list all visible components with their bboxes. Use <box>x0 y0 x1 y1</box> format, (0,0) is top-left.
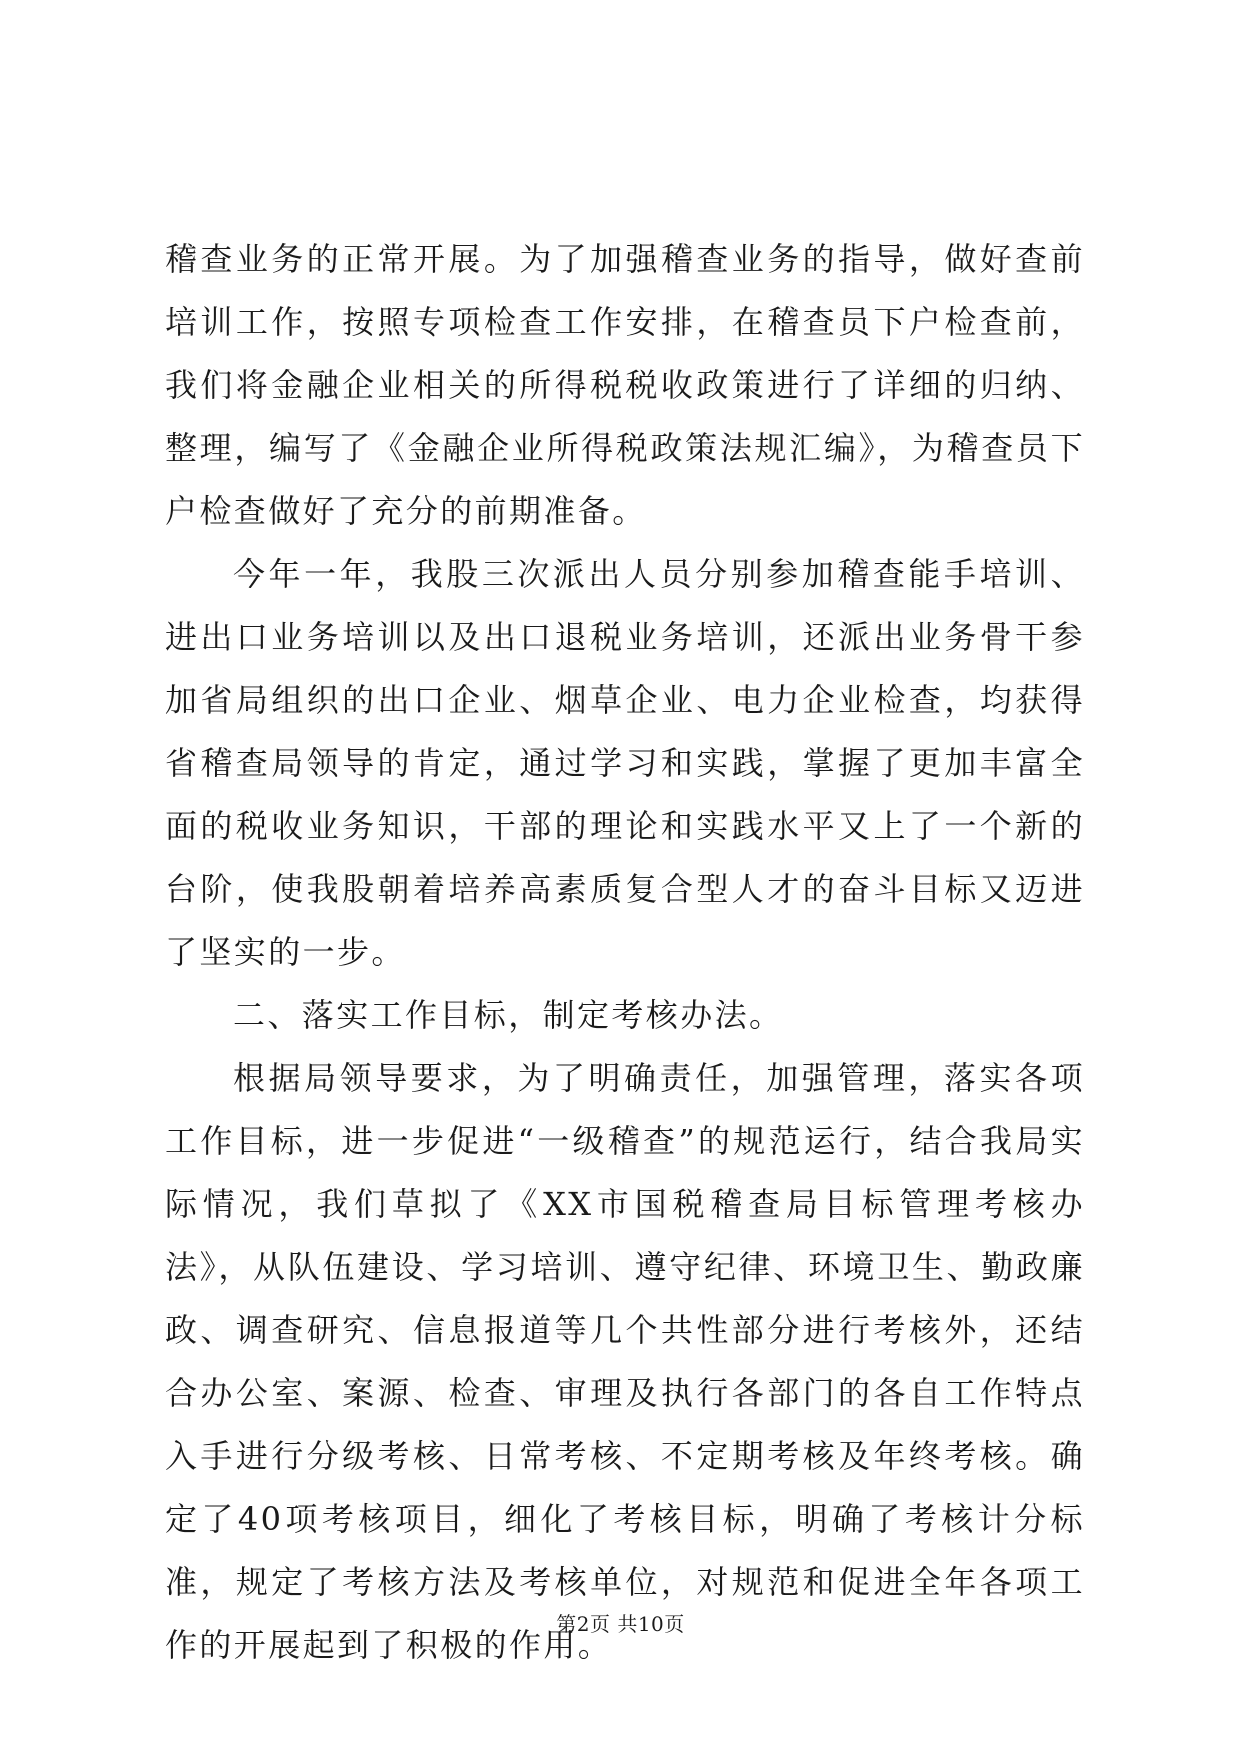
section-heading: 二、落实工作目标，制定考核办法。 <box>233 996 784 1034</box>
document-body <box>165 228 1085 1677</box>
page-footer: 第2页 共10页 <box>556 1612 685 1636</box>
paragraph-assessment: 根据局领导要求，为了明确责任，加强管理，落实各项工作目标，进一步促进“一级稽查”的规范运行，结合我局实际情况，我们草拟了《XX市国税稽查局目标管理考核办法》，从队伍建设、学习培训、遵守纪律、环境卫生、勤政廉政、调查研究、信息报道等几个共性部分进行考核外，还结合办公室、案源、检查、审理及执行各部门的各自工作特点入手进行分级考核、日常考核、不定期考核及年终考核。确定了40项考核项目，细化了考核目标，明确了考核计分标准，规定了考核方法及考核单位，对规范和促进全年各项工作的开展起到了积极的作用。 <box>165 1059 1085 1664</box>
paragraph-training: 今年一年，我股三次派出人员分别参加稽查能手培训、进出口业务培训以及出口退税业务培训，还派出业务骨干参加省局组织的出口企业、烟草企业、电力企业检查，均获得省稽查局领导的肯定，通过学习和实践，掌握了更加丰富全面的税收业务知识，干部的理论和实践水平又上了一个新的台阶，使我股朝着培养高素质复合型人才的奋斗目标又迈进了坚实的一步。 <box>165 555 1085 971</box>
paragraph-continuation: 稽查业务的正常开展。为了加强稽查业务的指导，做好查前培训工作，按照专项检查工作安排，在稽查员下户检查前，我们将金融企业相关的所得税税收政策进行了详细的归纳、整理，编写了《金融企业所得税政策法规汇编》，为稽查员下户检查做好了充分的前期准备。 <box>165 240 1085 530</box>
